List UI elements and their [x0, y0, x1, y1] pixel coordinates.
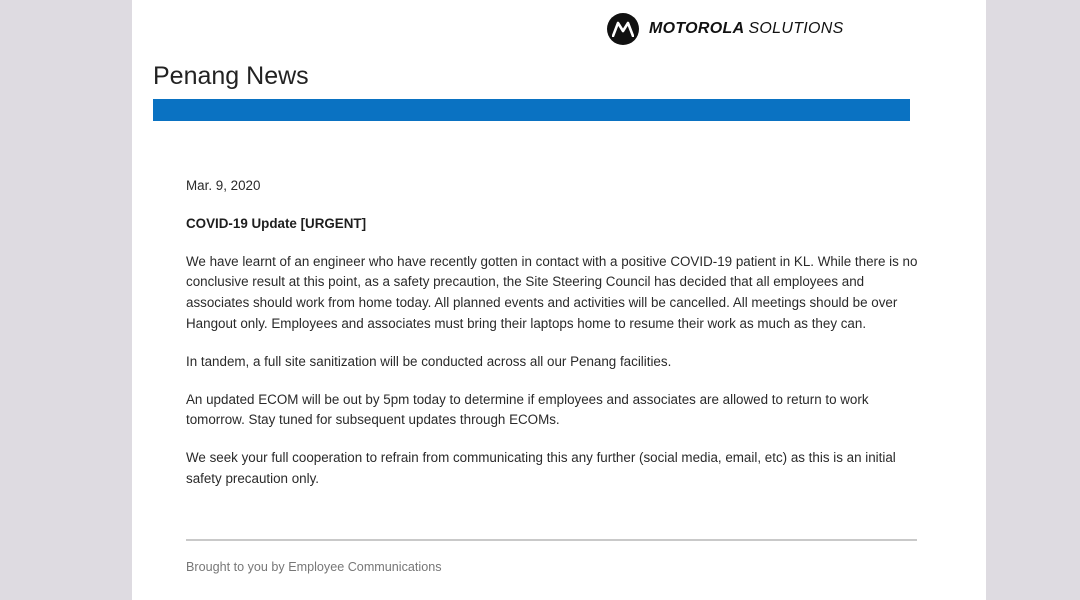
motorola-batwing-icon — [607, 13, 639, 45]
logo-brand-light: SOLUTIONS — [748, 20, 844, 37]
article-date: Mar. 9, 2020 — [186, 178, 261, 193]
footer-credit: Brought to you by Employee Communications — [186, 560, 442, 574]
page-title: Penang News — [153, 62, 309, 90]
footer-divider — [186, 539, 917, 541]
motorola-solutions-logo — [607, 13, 844, 45]
newsletter-page — [132, 0, 986, 600]
article-paragraph: We have learnt of an engineer who have recently gotten in contact with a positive COVID-19 patient in KL. While there is no conclusive result at this point, as a safety precaution, the Site Steering Council has decided that all employees and associates should work from home today. All planned events and activities will be cancelled. All meetings should be over Hangout only. Employees and associates must bring their laptops home to resume their work as much as they can. — [186, 253, 918, 331]
article-paragraph: In tandem, a full site sanitization will be conducted across all our Penang facilities. — [186, 353, 672, 369]
logo-wordmark — [649, 20, 844, 38]
article-paragraph: We seek your full cooperation to refrain from communicating this any further (social media, email, etc) as this is an initial safety precaution only. — [186, 450, 896, 486]
article-subject: COVID-19 Update [URGENT] — [186, 215, 367, 231]
article-paragraph: An updated ECOM will be out by 5pm today to determine if employees and associates are allowed to return to work tomorrow. Stay tuned for subsequent updates through ECOMs. — [186, 391, 869, 428]
logo-brand-bold: MOTOROLA — [649, 20, 745, 37]
header-accent-bar — [153, 99, 910, 121]
article-body — [186, 176, 922, 490]
